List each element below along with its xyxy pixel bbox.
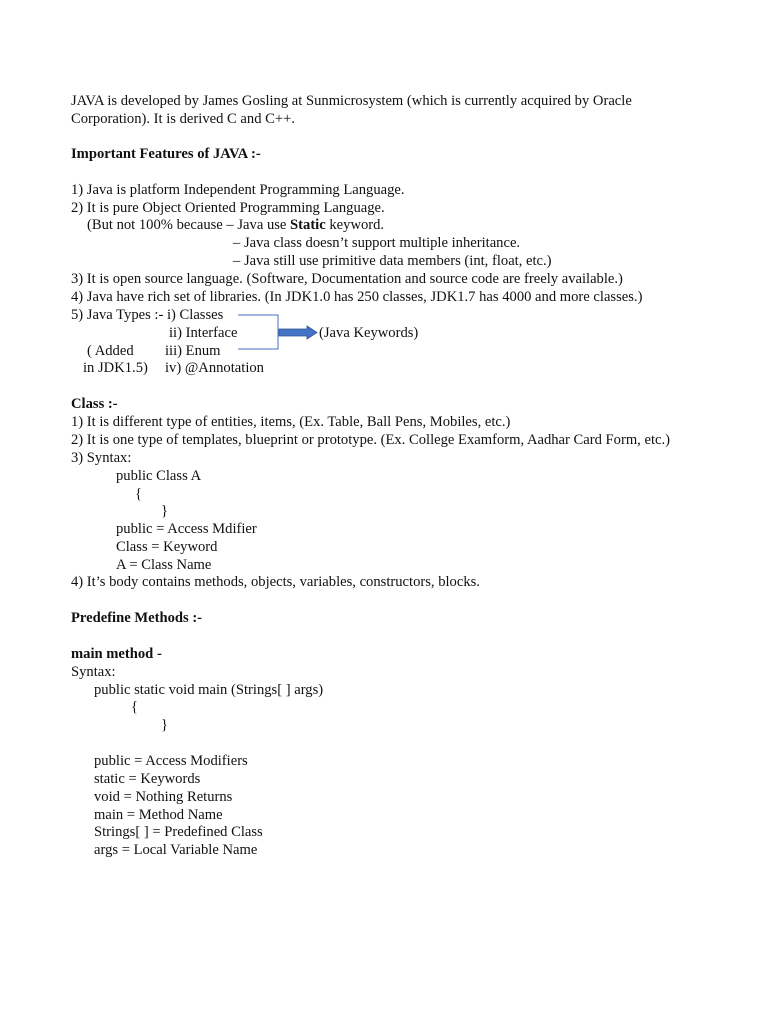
class-def-3: A = Class Name <box>116 557 212 573</box>
main-code-line-3: } <box>161 717 169 733</box>
features-heading-text: Important Features of JAVA :- <box>71 146 261 162</box>
main-def-4: main = Method Name <box>94 807 223 823</box>
methods-heading-text: Predefine Methods :- <box>71 610 203 626</box>
main-method-heading <box>71 645 162 663</box>
main-method-heading-text: main method - <box>71 646 162 662</box>
features-item-2-sub-1: – Java class doesn’t support multiple inheritance. <box>233 235 521 251</box>
methods-heading <box>71 609 202 627</box>
class-heading <box>71 395 118 413</box>
intro-line-1: JAVA is developed by James Gosling at Sunmicrosystem (which is currently acquired by Oracle <box>71 93 632 109</box>
java-type-interface: ii) Interface <box>169 325 238 341</box>
main-def-3: void = Nothing Returns <box>94 789 233 805</box>
main-def-2: static = Keywords <box>94 771 201 787</box>
features-item-1: 1) Java is platform Independent Programming Language. <box>71 182 405 198</box>
added-note: ( Added <box>87 343 134 359</box>
intro-line-2: Corporation). It is derived C and C++. <box>71 111 295 127</box>
class-item-2: 2) It is one type of templates, blueprint or prototype. (Ex. College Examform, Aadhar Card Form, etc.) <box>71 432 670 448</box>
syntax-label: Syntax: <box>71 664 116 680</box>
features-item-3: 3) It is open source language. (Software, Documentation and source code are freely available.) <box>71 271 623 287</box>
class-code-line-3: } <box>161 503 169 519</box>
class-item-4: 4) It’s body contains methods, objects, variables, constructors, blocks. <box>71 574 480 590</box>
class-code-line-2: { <box>135 486 143 502</box>
note-bold-static: Static <box>290 217 326 233</box>
note-suffix: keyword. <box>325 217 385 233</box>
features-item-5: 5) Java Types :- i) Classes <box>71 307 224 323</box>
jdk-note: in JDK1.5) <box>83 360 148 376</box>
right-arrow-icon <box>279 326 317 339</box>
main-code-line-1: public static void main (Strings[ ] args) <box>94 682 324 698</box>
features-item-2: 2) It is pure Object Oriented Programming Language. <box>71 200 385 216</box>
class-heading-text: Class :- <box>71 396 118 412</box>
main-def-6: args = Local Variable Name <box>94 842 258 858</box>
note-prefix: (But not 100% because – Java use <box>87 217 291 233</box>
features-item-4: 4) Java have rich set of libraries. (In JDK1.0 has 250 classes, JDK1.7 has 4000 and more classes.) <box>71 289 643 305</box>
features-item-2-sub-2: – Java still use primitive data members (int, float, etc.) <box>233 253 552 269</box>
main-def-5: Strings[ ] = Predefined Class <box>94 824 263 840</box>
java-keywords-note: (Java Keywords) <box>319 325 419 341</box>
class-def-1: public = Access Mdifier <box>116 521 257 537</box>
class-code-line-1: public Class A <box>116 468 202 484</box>
bracket-line <box>238 315 278 349</box>
java-type-annotation: iv) @Annotation <box>165 360 264 376</box>
java-type-enum: iii) Enum <box>165 343 221 359</box>
main-code-line-2: { <box>131 699 139 715</box>
class-item-3: 3) Syntax: <box>71 450 132 466</box>
class-item-1: 1) It is different type of entities, items, (Ex. Table, Ball Pens, Mobiles, etc.) <box>71 414 511 430</box>
main-def-1: public = Access Modifiers <box>94 753 248 769</box>
class-def-2: Class = Keyword <box>116 539 218 555</box>
